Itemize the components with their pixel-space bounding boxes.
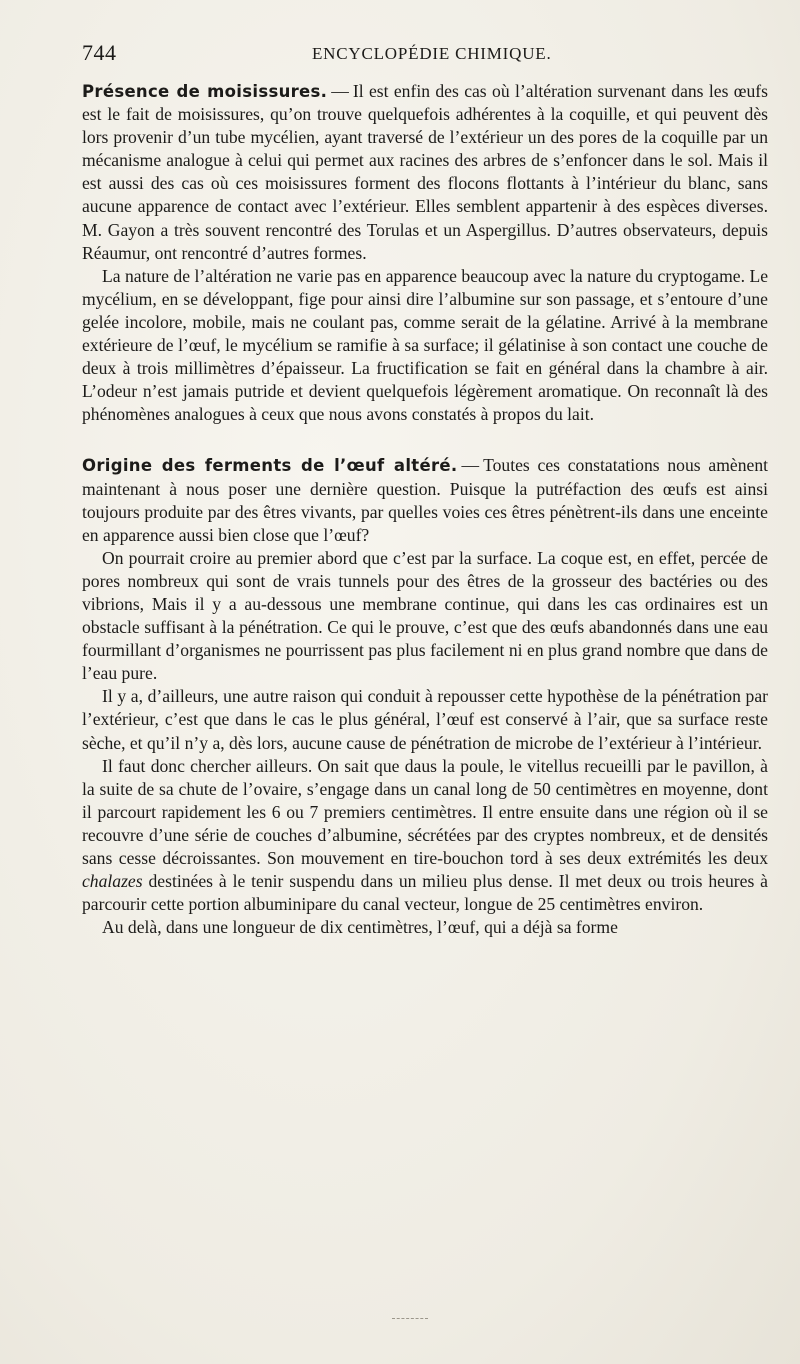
italic-term-chalazes: chalazes <box>82 871 143 892</box>
paragraph-text: Il est enfin des cas où l’altération survenant dans les œufs est le fait de moisissures, qu’on trouve quelquefois adhérentes à la coquille, et qui peuvent dès lors provenir d’un tube mycélien, ayant traversé de l’extérieur un des pores de la coquille par un mécanisme analogue à celui qui permet aux racines des arbres de s’enfoncer dans le sol. Mais il est aussi des cas où ces moisissures forment des flocons flottants à l’intérieur du blanc, sans aucune apparence de contact avec l’extérieur. Elles semblent appartenir à des espèces diverses. M. Gayon a très souvent rencontré des Torulas et un Aspergillus. D’autres observateurs, depuis Réaumur, ont rencontré d’autres formes. <box>82 81 769 263</box>
section-origine-paragraph-4 <box>82 755 768 917</box>
section-moisissures-paragraph-1 <box>82 80 768 265</box>
paragraph-text: Il faut donc chercher ailleurs. On sait que daus la poule, le vitellus recueilli par le pavillon, à la suite de sa chute de l’ovaire, s’engage dans un canal long de 50 centimètres en moyenne, dont il parcourt rapidement les 6 ou 7 premiers centimètres. Il entre ensuite dans une région où il se recouvre d’une série de couches d’albumine, sécrétées par des cryptes nombreux, et de densités sans cesse décroissantes. Son mouvement en tire-bouchon tord à ses deux extrémités les deux <box>82 755 768 868</box>
section-heading-origine: Origine des ferments de l’œuf altéré. <box>82 456 458 476</box>
body-text <box>82 80 768 939</box>
heading-dash: — <box>461 455 480 476</box>
section-moisissures-paragraph-2: La nature de l’altération ne varie pas en apparence beaucoup avec la nature du cryptogame. Le mycélium, en se développant, fige pour ainsi dire l’albumine sur son passage, et s’entoure d’une gelée incolore, mobile, mais ne coulant pas, comme serait de la gélatine. Arrivé à la membrane extérieure de l’œuf, le mycélium se ramifie à sa surface; il gélatinise à son contact une couche de deux à trois millimètres d’épaisseur. La fructification se fait en général dans la chambre à air. L’odeur n’est jamais putride et devient quelquefois légèrement aromatique. On reconnaît là des phénomènes analogues à ceux que nous avons constatés à propos du lait. <box>82 265 768 425</box>
page-number: 744 <box>82 40 117 65</box>
paragraph-text: destinées à le tenir suspendu dans un milieu plus dense. Il met deux ou trois heures à parcourir cette portion albuminipare du canal vecteur, longue de 25 centimètres environ. <box>82 871 768 915</box>
section-origine-paragraph-3: Il y a, d’ailleurs, une autre raison qui conduit à repousser cette hypothèse de la pénétration par l’extérieur, c’est que dans le cas le plus général, l’œuf est conservé à l’air, que sa surface reste sèche, et qu’il n’y a, dès lors, aucune cause de pénétration de microbe de l’extérieur à l’intérieur. <box>82 686 768 753</box>
page-end-dashes <box>392 1318 428 1320</box>
section-heading-moisissures: Présence de moisissures. <box>82 82 328 101</box>
section-origine-paragraph-1 <box>82 454 768 546</box>
section-origine-paragraph-5: Au delà, dans une longueur de dix centimètres, l’œuf, qui a déjà sa forme <box>102 917 618 938</box>
paragraph-text: Toutes ces constatations nous amènent maintenant à nous poser une dernière question. Puisque la putréfaction des œufs est ainsi toujours produite par des êtres vivants, par quelles voies ces êtres pénètrent-ils dans une enceinte en apparence aussi bien close que l’œuf? <box>82 455 768 545</box>
section-origine-paragraph-2: On pourrait croire au premier abord que c’est par la surface. La coque est, en effet, percée de pores nombreux qui sont de vrais tunnels pour des êtres de la grosseur des bactéries ou des vibrions, Mais il y a au-dessous une membrane continue, qui dans les cas ordinaires est un obstacle suffisant à la pénétration. Ce qui le prouve, c’est que des œufs abandonnés dans une eau fourmillant d’organismes ne pourrissent pas plus facilement ni en plus grand nombre que dans de l’eau pure. <box>82 547 768 684</box>
running-title: ENCYCLOPÉDIE CHIMIQUE. <box>312 44 552 63</box>
page-header <box>82 40 742 72</box>
heading-dash: — <box>331 81 349 101</box>
